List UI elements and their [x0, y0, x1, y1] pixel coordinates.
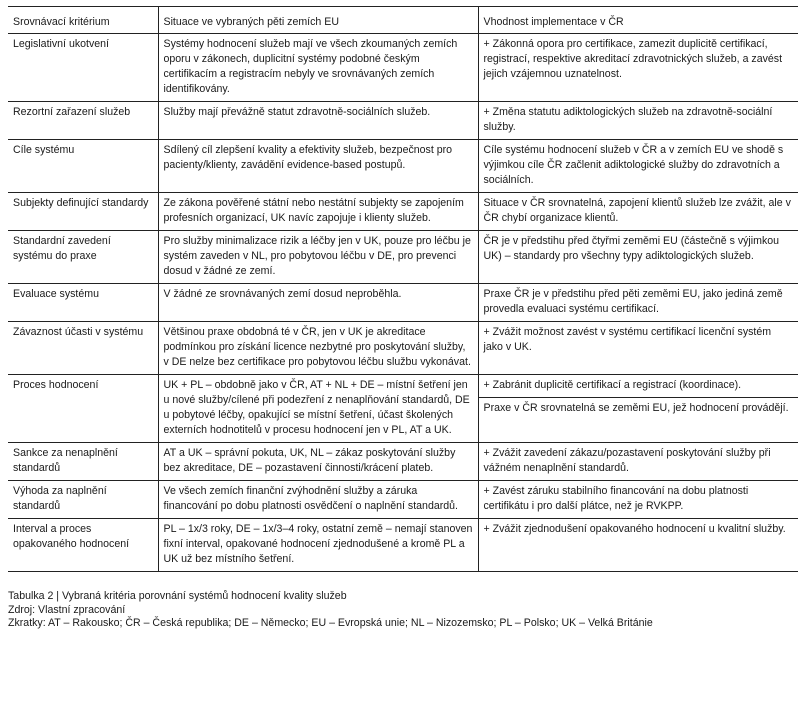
table-row — [8, 231, 798, 284]
situation-cell: Pro služby minimalizace rizik a léčby jen v UK, pouze pro léčbu je systém zaveden v NL, pro pobytovou léčbu v DE, pro prevenci dosud v žádné ze zemí. — [158, 231, 478, 284]
situation-cell: V žádné ze srovnávaných zemí dosud neproběhla. — [158, 284, 478, 322]
criterion-cell: Evaluace systému — [8, 284, 158, 322]
table-row — [8, 140, 798, 193]
criterion-cell: Závaznost účasti v systému — [8, 322, 158, 375]
criterion-cell: Výhoda za naplnění standardů — [8, 481, 158, 519]
suitability-cell — [478, 375, 798, 443]
table-row — [8, 193, 798, 231]
suitability-item: + Zvážit možnost zavést v systému certifikací licenční systém jako v UK. — [483, 326, 772, 353]
table-row — [8, 102, 798, 140]
suitability-cell — [478, 481, 798, 519]
header-situation: Situace ve vybraných pěti zemích EU — [158, 7, 478, 34]
header-criterion: Srovnávací kritérium — [8, 7, 158, 34]
situation-cell: Systémy hodnocení služeb mají ve všech zkoumaných zemích oporu v zákonech, duplicitní systémy podobné českým certifikacím a registracím nebyly ve srovnávaných zemích identifikovány. — [158, 34, 478, 102]
suitability-cell — [478, 140, 798, 193]
table-footer — [8, 590, 798, 631]
source-note: Zdroj: Vlastní zpracování — [8, 603, 126, 616]
table-body — [8, 34, 798, 572]
table-row — [8, 481, 798, 519]
suitability-item: + Zavést záruku stabilního financování na dobu platnosti certifikátu i pro další plátce, než je RVKPP. — [483, 485, 749, 512]
document-page — [8, 6, 798, 631]
situation-cell: UK + PL – obdobně jako v ČR, AT + NL + DE – místní šetření jen u nové služby/cílené při podezření z nenaplňování standardů, DE u pobytové léčby, opakující se místní šetření, účast školených externích hodnotitelů v procesu hodnocení jen v PL, AT a UK. — [158, 375, 478, 443]
suitability-item: Cíle systému hodnocení služeb v ČR a v zemích EU ve shodě s výjimkou cíle ČR začlenit adiktologické služby do zdravotních a sociálních. — [483, 144, 784, 186]
criterion-cell: Legislativní ukotvení — [8, 34, 158, 102]
table-row — [8, 34, 798, 102]
suitability-item: Situace v ČR srovnatelná, zapojení klientů služeb lze zvážit, ale v ČR chybí organizace klientů. — [483, 197, 791, 224]
suitability-cell — [478, 519, 798, 572]
situation-cell: Většinou praxe obdobná té v ČR, jen v UK je akreditace podmínkou pro získání licence nezbytné pro poskytování služby, v DE nelze bez certifikace pro pobytovou léčbu službu vykonávat. — [158, 322, 478, 375]
table-row — [8, 443, 798, 481]
suitability-item: + Zvážit zavedení zákazu/pozastavení poskytování služby při vážném nenaplnění standardů. — [483, 447, 771, 474]
suitability-cell — [478, 102, 798, 140]
situation-cell: PL – 1x/3 roky, DE – 1x/3–4 roky, ostatní země – nemají stanoven fixní interval, opakované hodnocení zjednodušené a kromě PL a UK už bez místního šetření. — [158, 519, 478, 572]
abbreviations-note: Zkratky: AT – Rakousko; ČR – Česká republika; DE – Německo; EU – Evropská unie; NL – Nizozemsko; PL – Polsko; UK – Velká Británie — [8, 617, 653, 629]
suitability-cell — [478, 322, 798, 375]
suitability-item: Praxe ČR je v předstihu před pěti zeměmi EU, jako jediná země provedla evaluaci systému certifikací. — [483, 288, 783, 315]
situation-cell: AT a UK – správní pokuta, UK, NL – zákaz poskytování služby bez akreditace, DE – pozastavení činnosti/krácení plateb. — [158, 443, 478, 481]
table-caption: Tabulka 2 | Vybraná kritéria porovnání systémů hodnocení kvality služeb — [8, 590, 347, 602]
suitability-cell — [478, 193, 798, 231]
criterion-cell: Standardní zavedení systému do praxe — [8, 231, 158, 284]
suitability-cell — [478, 443, 798, 481]
criterion-cell: Interval a proces opakovaného hodnocení — [8, 519, 158, 572]
suitability-item: + Zvážit zjednodušení opakovaného hodnocení u kvalitní služby. — [483, 523, 786, 535]
situation-cell: Služby mají převážně statut zdravotně-sociálních služeb. — [158, 102, 478, 140]
situation-cell: Sdílený cíl zlepšení kvality a efektivity služeb, bezpečnost pro pacienty/klienty, zavádění evidence-based postupů. — [158, 140, 478, 193]
suitability-item: + Zabránit duplicitě certifikací a registrací (koordinace). — [483, 379, 742, 391]
table-row — [8, 375, 798, 443]
suitability-item: + Zákonná opora pro certifikace, zamezit duplicitě certifikací, registrací, respektive akreditací zdravotnických služeb, a zavést jejich vzájemnou uznatelnost. — [483, 38, 783, 80]
suitability-cell — [478, 34, 798, 102]
table-row — [8, 519, 798, 572]
header-suitability: Vhodnost implementace v ČR — [478, 7, 798, 34]
suitability-item: ČR je v předstihu před čtyřmi zeměmi EU (částečně s výjimkou UK) – standardy pro všechny typy adiktologických služeb. — [483, 235, 780, 262]
criterion-cell: Sankce za nenaplnění standardů — [8, 443, 158, 481]
suitability-cell — [478, 231, 798, 284]
criterion-cell: Proces hodnocení — [8, 375, 158, 443]
table-row — [8, 322, 798, 375]
criterion-cell: Rezortní zařazení služeb — [8, 102, 158, 140]
suitability-item: + Změna statutu adiktologických služeb na zdravotně-sociální služby. — [483, 106, 773, 133]
criterion-cell: Subjekty definující standardy — [8, 193, 158, 231]
suitability-cell — [478, 284, 798, 322]
comparison-table — [8, 6, 798, 572]
situation-cell: Ze zákona pověřené státní nebo nestátní subjekty se zapojením profesních organizací, UK navíc zapojuje i klienty služeb. — [158, 193, 478, 231]
criterion-cell: Cíle systému — [8, 140, 158, 193]
table-header-row — [8, 7, 798, 34]
suitability-item: Praxe v ČR srovnatelná se zeměmi EU, jež hodnocení provádějí. — [479, 397, 799, 420]
situation-cell: Ve všech zemích finanční zvýhodnění služby a záruka financování po dobu platnosti osvědčení o naplnění standardů. — [158, 481, 478, 519]
table-row — [8, 284, 798, 322]
